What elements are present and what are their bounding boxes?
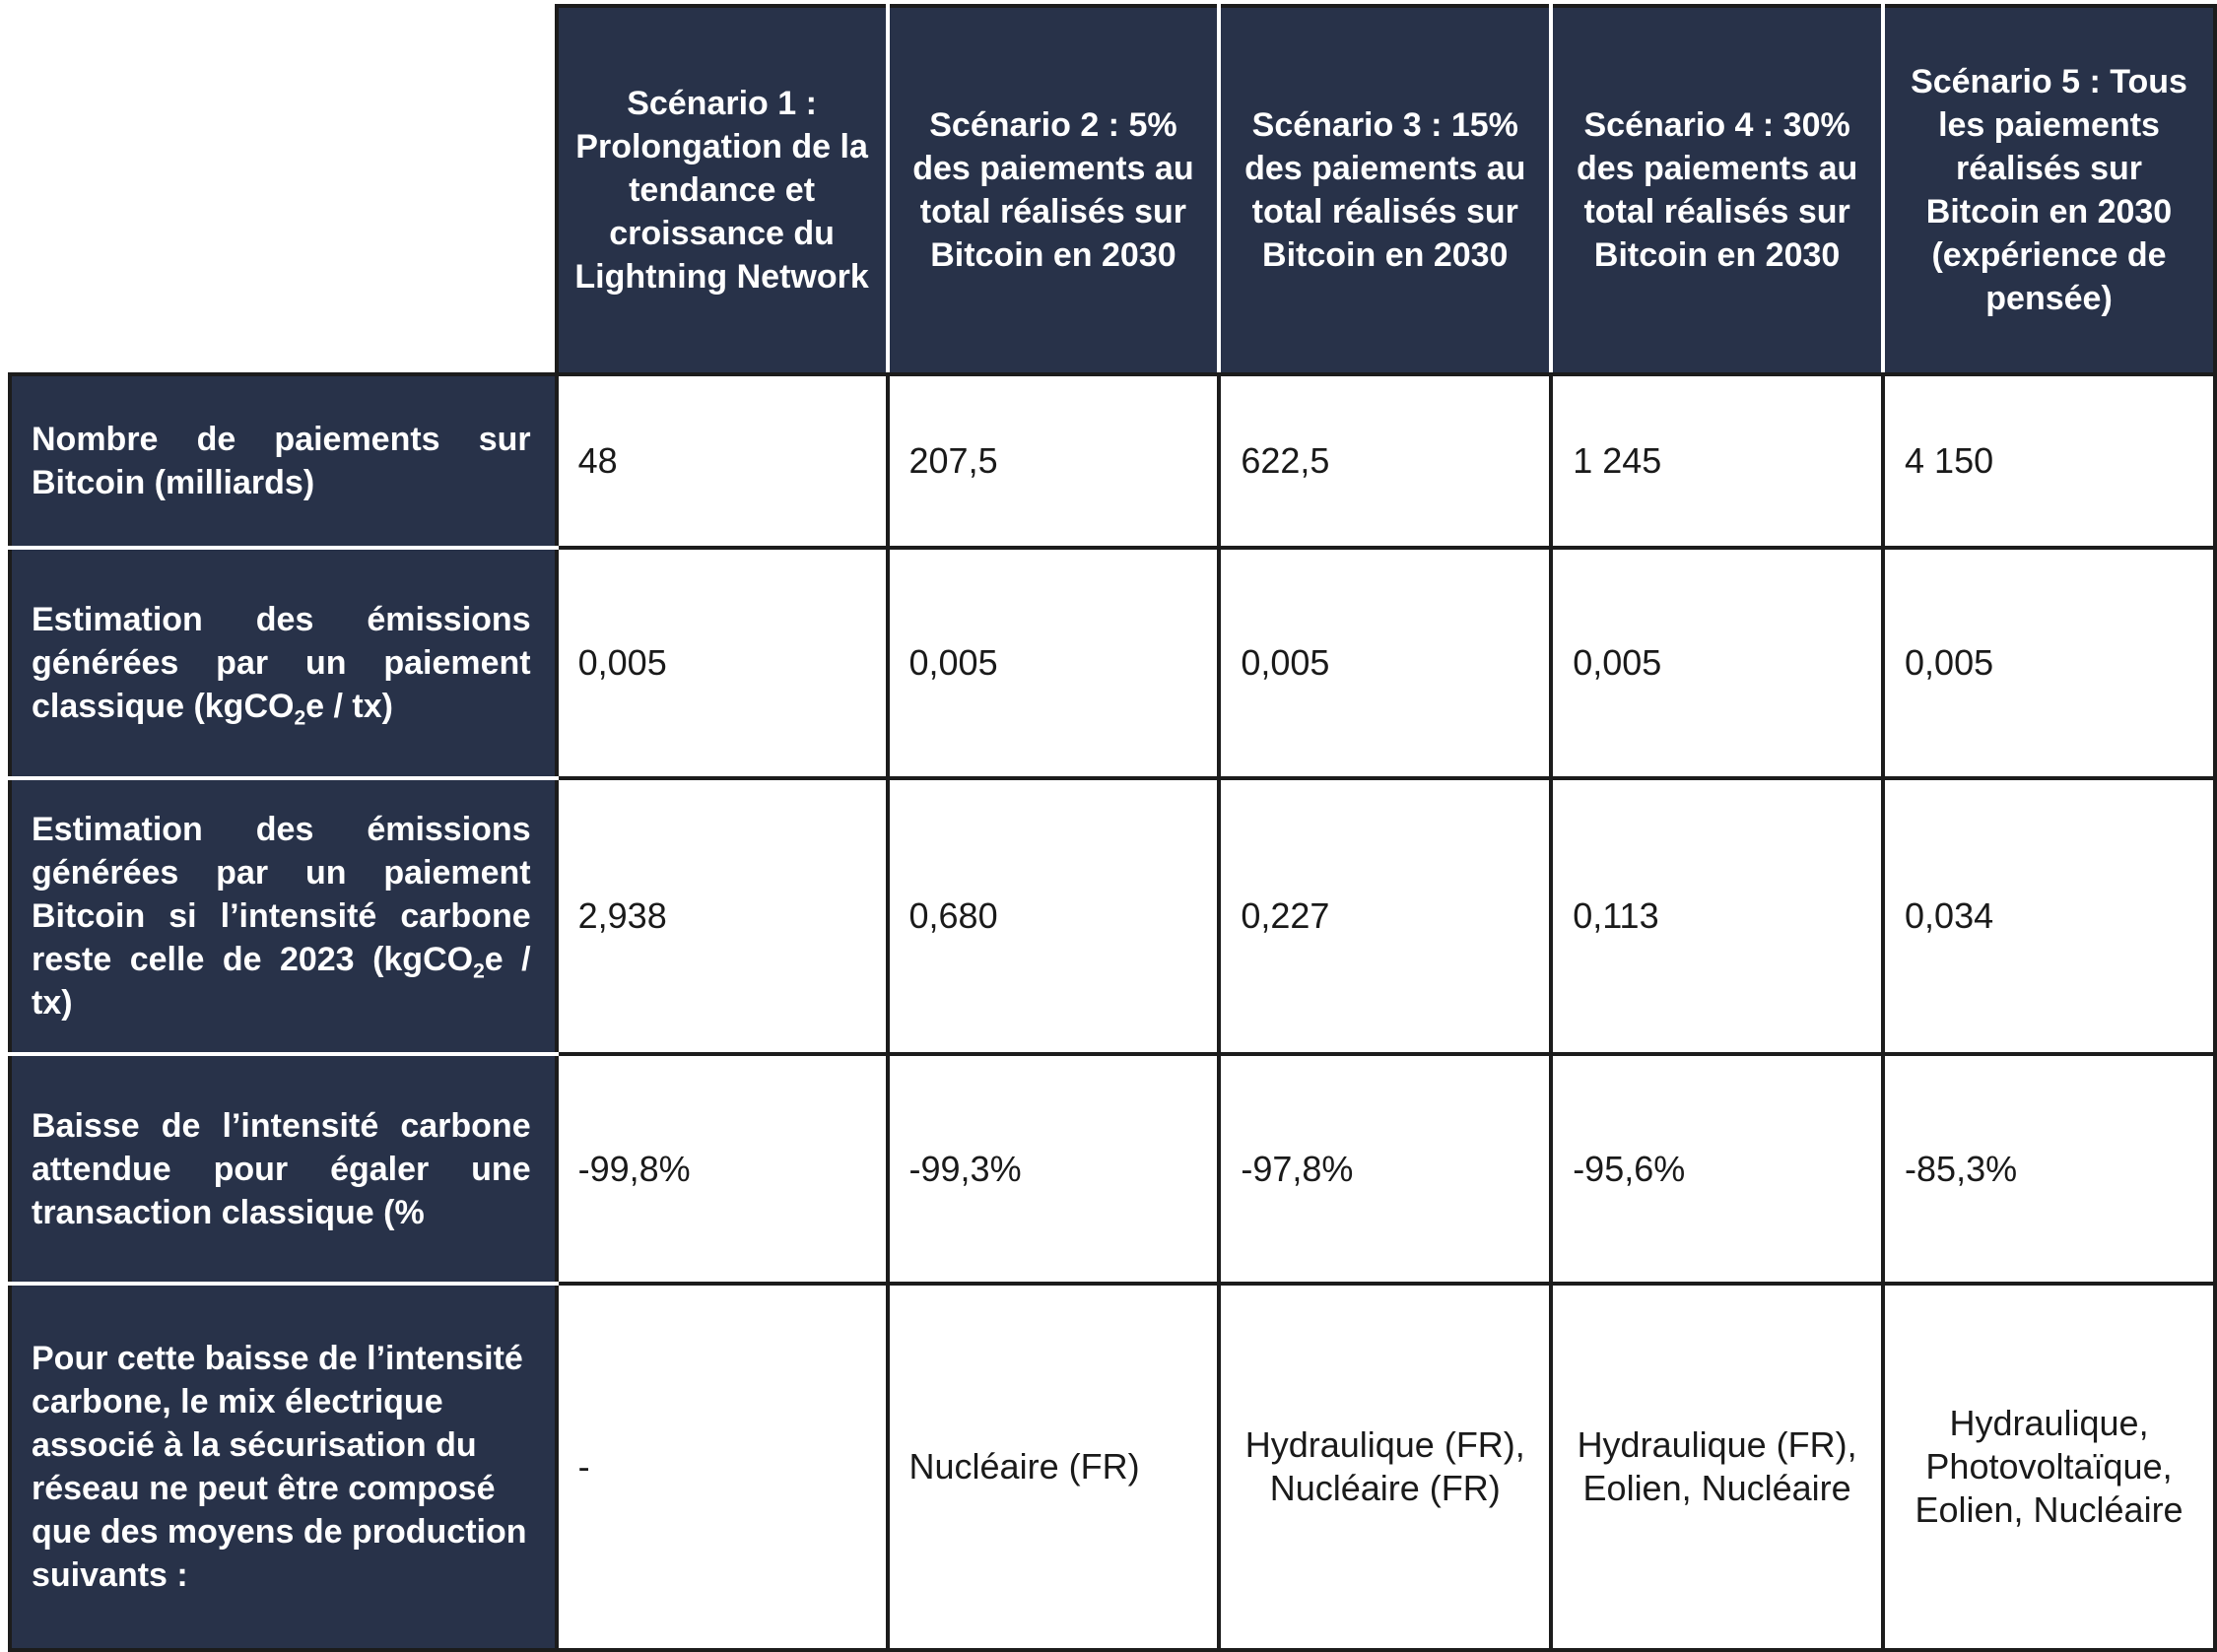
unit-subscript: 2: [294, 706, 306, 730]
table-cell: 1 245: [1551, 374, 1883, 548]
table-cell: 0,227: [1219, 778, 1551, 1054]
table-corner: [10, 6, 557, 374]
table-cell: 2,938: [557, 778, 888, 1054]
table-cell: 4 150: [1883, 374, 2215, 548]
column-header-scenario-5: Scénario 5 : Tous les paiements réalisés sur Bitcoin en 2030 (expérience de pensée): [1883, 6, 2215, 374]
table-cell: Hydraulique (FR), Nucléaire (FR): [1219, 1284, 1551, 1650]
row-header-emissions-classique: [10, 548, 557, 778]
column-header-scenario-3: Scénario 3 : 15% des paiements au total réalisés sur Bitcoin en 2030: [1219, 6, 1551, 374]
row-header-baisse-intensite: Baisse de l’intensité carbone attendue pour égaler une transaction classique (%: [10, 1054, 557, 1284]
column-header-scenario-2: Scénario 2 : 5% des paiements au total réalisés sur Bitcoin en 2030: [888, 6, 1220, 374]
table-cell: -99,8%: [557, 1054, 888, 1284]
table-cell: Hydraulique (FR), Eolien, Nucléaire: [1551, 1284, 1883, 1650]
column-header-scenario-4: Scénario 4 : 30% des paiements au total réalisés sur Bitcoin en 2030: [1551, 6, 1883, 374]
table-cell: 0,005: [1219, 548, 1551, 778]
table-cell: 0,005: [1883, 548, 2215, 778]
unit-subscript: 2: [473, 959, 485, 983]
header-row: [10, 6, 2215, 374]
table-row-nombre-paiements: [10, 374, 2215, 548]
row-header-nombre-paiements: Nombre de paiements sur Bitcoin (milliards): [10, 374, 557, 548]
table-cell: 0,034: [1883, 778, 2215, 1054]
table-cell: 622,5: [1219, 374, 1551, 548]
table-row-emissions-classique: [10, 548, 2215, 778]
table-cell: 0,005: [557, 548, 888, 778]
table-cell: 48: [557, 374, 888, 548]
unit-text: (kgCO: [372, 941, 474, 978]
table-cell: -85,3%: [1883, 1054, 2215, 1284]
table-row-mix-electrique: [10, 1284, 2215, 1650]
unit-text: e / tx): [305, 688, 393, 725]
table-cell: -99,3%: [888, 1054, 1220, 1284]
table-cell: 207,5: [888, 374, 1220, 548]
scenario-table: [8, 4, 2217, 1652]
table-cell: -97,8%: [1219, 1054, 1551, 1284]
table-cell: -95,6%: [1551, 1054, 1883, 1284]
table-row-emissions-bitcoin: [10, 778, 2215, 1054]
table-cell: Hydraulique, Photovoltaïque, Eolien, Nucléaire: [1883, 1284, 2215, 1650]
table-cell: 0,005: [888, 548, 1220, 778]
row-header-mix-electrique: Pour cette baisse de l’intensité carbone, le mix électrique associé à la sécurisation du réseau ne peut être composé que des moyens de production suivants :: [10, 1284, 557, 1650]
row-header-unit: [193, 688, 393, 730]
row-header-emissions-bitcoin-text: Estimation des émissions générées par un paiement Bitcoin si l’intensité carbone reste celle de 2023: [32, 811, 531, 978]
table-cell: 0,113: [1551, 778, 1883, 1054]
unit-text: (kgCO: [193, 688, 295, 725]
table-cell: 0,680: [888, 778, 1220, 1054]
table-cell: -: [557, 1284, 888, 1650]
row-header-emissions-classique-text: Estimation des émissions générées par un paiement classique: [32, 601, 531, 725]
table-cell: Nucléaire (FR): [888, 1284, 1220, 1650]
table-cell: 0,005: [1551, 548, 1883, 778]
column-header-scenario-1: Scénario 1 : Prolongation de la tendance et croissance du Lightning Network: [557, 6, 888, 374]
scenario-table-wrapper: [8, 4, 2217, 1652]
table-row-baisse-intensite: [10, 1054, 2215, 1284]
unit-text: e / tx): [32, 941, 531, 1022]
row-header-emissions-bitcoin: [10, 778, 557, 1054]
